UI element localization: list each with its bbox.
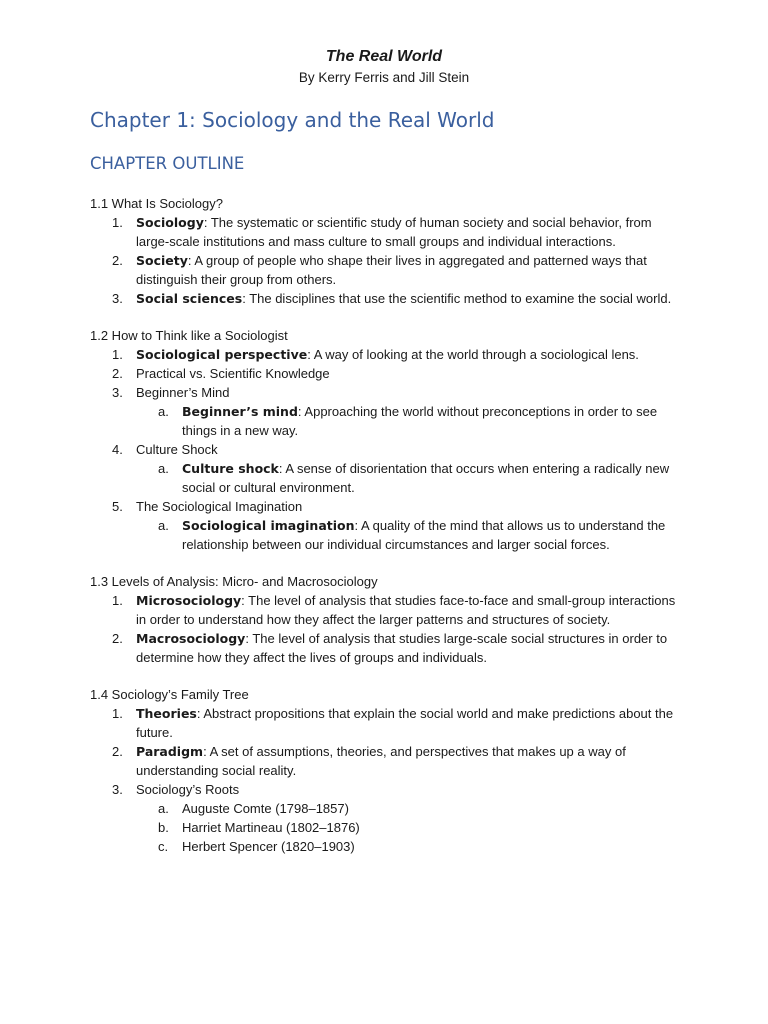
glossary-term: Society: [136, 253, 188, 268]
glossary-term: Sociological imagination: [182, 518, 355, 533]
list-item: [90, 497, 680, 554]
list-letter: a.: [158, 404, 169, 419]
numbered-list: [90, 213, 680, 308]
list-item: [90, 383, 680, 440]
numbered-list: [90, 345, 680, 554]
list-number: 3.: [112, 291, 123, 306]
item-text: : A quality of the mind that allows us to understand the relationship between our individual circumstances and larger social forces.: [182, 518, 666, 552]
list-item: [90, 629, 680, 667]
glossary-term: Beginner’s mind: [182, 404, 298, 419]
list-letter: a.: [158, 801, 169, 816]
list-letter: b.: [158, 820, 169, 835]
sub-list-item: [136, 516, 680, 554]
list-number: 2.: [112, 366, 123, 381]
item-text: Culture Shock: [136, 442, 218, 457]
item-text: Beginner’s Mind: [136, 385, 230, 400]
sub-list-item: [136, 459, 680, 497]
list-item: [90, 251, 680, 289]
lettered-list: [136, 799, 680, 856]
outline-heading: CHAPTER OUTLINE: [90, 154, 245, 173]
list-item: [90, 742, 680, 780]
sub-list-item: [136, 818, 680, 837]
lettered-list: [136, 402, 680, 440]
list-number: 3.: [112, 385, 123, 400]
list-item: [90, 289, 680, 308]
item-text: : The systematic or scientific study of human society and social behavior, from large-scale institutions and mass culture to small groups and individual interactions.: [136, 215, 652, 249]
sub-list-item: [136, 799, 680, 818]
section-title: 1.2 How to Think like a Sociologist: [90, 328, 288, 343]
list-letter: a.: [158, 518, 169, 533]
outline-section: [90, 685, 680, 856]
item-text: : The disciplines that use the scientific method to examine the social world.: [242, 291, 672, 306]
item-text: Harriet Martineau (1802–1876): [182, 820, 360, 835]
sub-list-item: [136, 402, 680, 440]
numbered-list: [90, 591, 680, 667]
list-number: 1.: [112, 215, 123, 230]
item-text: Auguste Comte (1798–1857): [182, 801, 349, 816]
outline-section: [90, 572, 680, 667]
glossary-term: Sociology: [136, 215, 204, 230]
list-number: 2.: [112, 253, 123, 268]
list-item: [90, 213, 680, 251]
lettered-list: [136, 516, 680, 554]
glossary-term: Sociological perspective: [136, 347, 308, 362]
item-text: : A group of people who shape their lives in aggregated and patterned ways that distinguish their group from others.: [136, 253, 647, 287]
item-text: : Abstract propositions that explain the social world and make predictions about the future.: [136, 706, 674, 740]
outline-section: [90, 326, 680, 554]
list-item: [90, 591, 680, 629]
item-text: Practical vs. Scientific Knowledge: [136, 366, 330, 381]
document-title: The Real World: [325, 48, 443, 65]
outline-body: [90, 194, 680, 874]
list-number: 5.: [112, 499, 123, 514]
list-item: [90, 704, 680, 742]
list-number: 1.: [112, 706, 123, 721]
section-title: 1.3 Levels of Analysis: Micro- and Macrosociology: [90, 574, 378, 589]
glossary-term: Social sciences: [136, 291, 243, 306]
outline-section: [90, 194, 680, 308]
list-number: 1.: [112, 593, 123, 608]
item-text: : The level of analysis that studies large-scale social structures in order to determine how they affect the lives of groups and individuals.: [136, 631, 668, 665]
section-title: 1.1 What Is Sociology?: [90, 196, 223, 211]
list-number: 2.: [112, 631, 123, 646]
list-letter: c.: [158, 839, 169, 854]
item-text: : A way of looking at the world through a sociological lens.: [307, 347, 639, 362]
sub-list-item: [136, 837, 680, 856]
glossary-term: Paradigm: [136, 744, 204, 759]
glossary-term: Macrosociology: [136, 631, 246, 646]
list-number: 2.: [112, 744, 123, 759]
list-item: [90, 364, 680, 383]
item-text: Herbert Spencer (1820–1903): [182, 839, 355, 854]
lettered-list: [136, 459, 680, 497]
item-text: : A set of assumptions, theories, and perspectives that makes up a way of understanding social reality.: [136, 744, 626, 778]
list-letter: a.: [158, 461, 169, 476]
list-number: 1.: [112, 347, 123, 362]
glossary-term: Culture shock: [182, 461, 279, 476]
item-text: Sociology’s Roots: [136, 782, 240, 797]
list-item: [90, 780, 680, 856]
item-text: : Approaching the world without preconceptions in order to see things in a new way.: [182, 404, 658, 438]
glossary-term: Theories: [136, 706, 197, 721]
glossary-term: Microsociology: [136, 593, 242, 608]
item-text: : A sense of disorientation that occurs when entering a radically new social or cultural environment.: [182, 461, 670, 495]
list-item: [90, 440, 680, 497]
list-number: 3.: [112, 782, 123, 797]
list-number: 4.: [112, 442, 123, 457]
item-text: : The level of analysis that studies face-to-face and small-group interactions in order to understand how they affect the larger patterns and structures of society.: [136, 593, 676, 627]
document-authors: By Kerry Ferris and Jill Stein: [298, 70, 470, 85]
item-text: The Sociological Imagination: [136, 499, 303, 514]
section-title: 1.4 Sociology’s Family Tree: [90, 687, 249, 702]
chapter-heading: Chapter 1: Sociology and the Real World: [90, 108, 495, 132]
list-item: [90, 345, 680, 364]
numbered-list: [90, 704, 680, 856]
